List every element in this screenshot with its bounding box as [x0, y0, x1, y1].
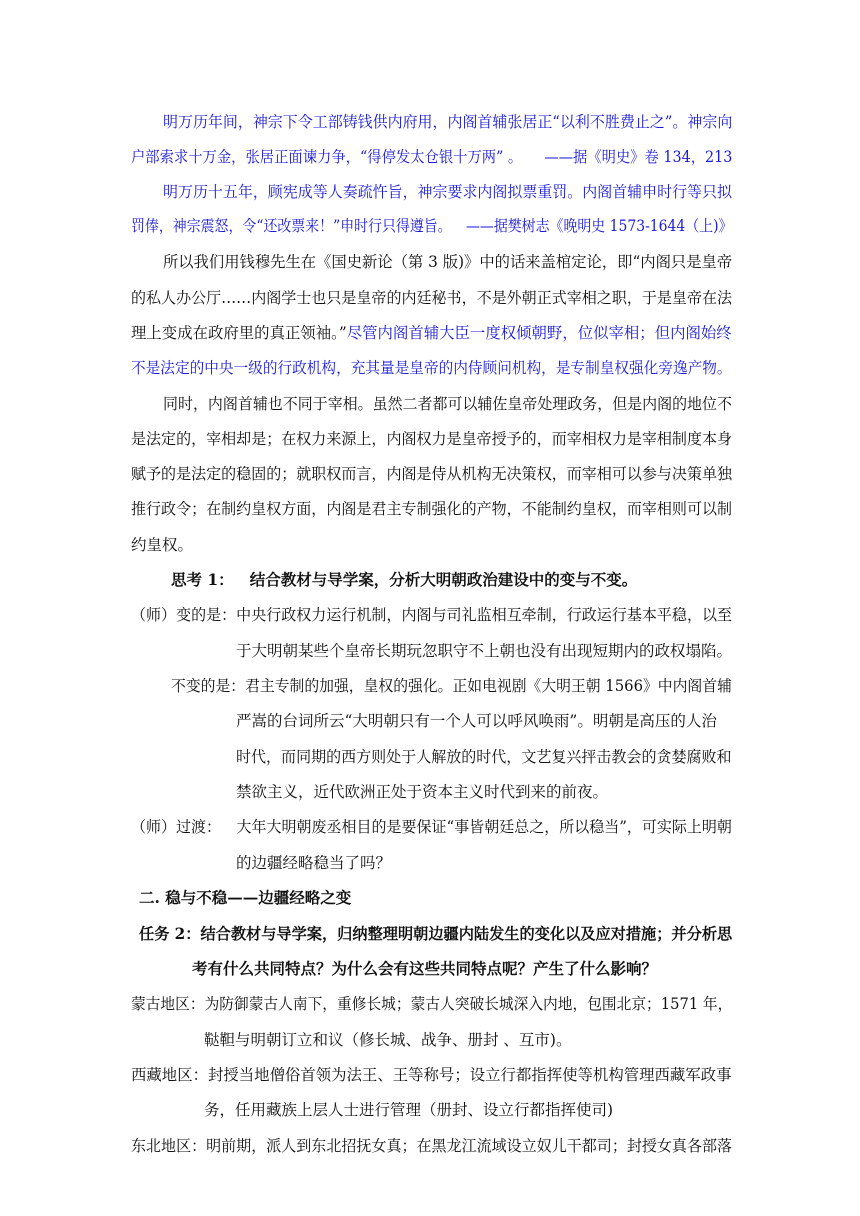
transition-text1: 大年大明朝废丞相目的是要保证“事皆朝廷总之，所以稳当”，可实际上明朝 [236, 818, 732, 836]
task2-line2: 考有什么共同特点？为什么会有这些共同特点呢？产生了什么影响？ [192, 959, 658, 978]
think1-label: 思考 1： [171, 570, 234, 589]
quote1-line2-text: 户部索求十万金，张居正面谏力争，“得停发太仓银十万两” 。 [131, 148, 523, 166]
para4-line4: 推行政令；在制约皇权方面，内阁是君主专制强化的产物，不能制约皇权，而宰相则可以制 [131, 500, 733, 518]
think1-text: 结合教材与导学案，分析大明朝政治建设中的变与不变。 [249, 570, 638, 589]
unchanged-line1: 不变的是：君主专制的加强，皇权的强化。正如电视剧《大明王朝 1566》中内阁首辅 [171, 677, 732, 695]
transition-label: （师）过渡： [131, 818, 222, 836]
section2-heading: 二. 稳与不稳——边疆经略之变 [139, 888, 352, 907]
para4-line3: 赋予的是法定的稳固的；就职权而言，内阁是侍从机构无决策权，而宰相可以参与决策单独 [131, 465, 733, 483]
teacher1-line1: （师）变的是：中央行政权力运行机制，内阁与司礼监相互牵制，行政运行基本平稳，以至 [131, 606, 733, 624]
quote1-source: ——据《明史》卷 134，213 [544, 148, 733, 166]
para3-line1: 所以我们用钱穆先生在《国史新论（第 3 版)》中的话来盖棺定论，即“内阁只是皇帝 [163, 253, 733, 271]
think1-line [171, 570, 637, 590]
transition-line1 [131, 817, 732, 837]
transition-line2: 的边疆经略稳当了吗？ [236, 854, 392, 872]
tibet-line2: 务，任用藏族上层人士进行管理（册封、设立行都指挥使司) [204, 1101, 614, 1119]
para3-line2: 的私人办公厅……内阁学士也只是皇帝的内廷秘书，不是外朝正式宰相之职，于是皇帝在法 [131, 289, 733, 307]
quote1-line2 [131, 147, 732, 167]
para4-line1: 同时，内阁首辅也不同于宰相。虽然二者都可以辅佐皇帝处理政务，但是内阁的地位不 [163, 395, 732, 413]
quote2-line2-text: 罚俸，神宗震怒，令“还改票来！”申时行只得遵旨。 [131, 217, 452, 235]
para4-line5: 约皇权。 [131, 536, 194, 554]
para3-line4: 不是法定的中央一级的行政机构，充其量是皇帝的内侍顾问机构，是专制皇权强化旁逸产物。 [131, 359, 732, 377]
para4-line2: 是法定的，宰相却是；在权力来源上，内阁权力是皇帝授予的，而宰相权力是宰相制度本身 [131, 430, 733, 448]
quote2-line2 [131, 216, 732, 236]
mongol-line1: 蒙古地区：为防御蒙古人南下，重修长城；蒙古人突破长城深入内地，包围北京；1571 年， [131, 995, 733, 1013]
quote2-source: ——据樊树志《晚明史 1573-1644（上)》 [465, 217, 733, 235]
unchanged-line3: 时代，而同期的西方则处于人解放的时代，文艺复兴抨击教会的贪婪腐败和 [236, 748, 732, 766]
tibet-line1: 西藏地区：封授当地僧俗首领为法王、王等称号；设立行都指挥使等机构管理西藏军政事 [131, 1066, 732, 1084]
teacher1-line2: 于大明朝某些个皇帝长期玩忽职守不上朝也没有出现短期内的政权塌陷。 [236, 642, 733, 660]
para3-line3 [131, 323, 732, 343]
para3-line3-blue: 尽管内阁首辅大臣一度权倾朝野，位似宰相；但内阁始终 [346, 324, 732, 342]
mongol-line2: 鞑靼与明朝订立和议（修长城、战争、册封 、互市)。 [204, 1031, 572, 1049]
quote1-line1: 明万历年间，神宗下令工部铸钱供内府用，内阁首辅张居正“以利不胜费止之”。神宗向 [163, 113, 733, 131]
unchanged-line4: 禁欲主义，近代欧洲正处于资本主义时代到来的前夜。 [236, 783, 609, 801]
quote2-line1: 明万历十五年，顾宪成等人奏疏忤旨，神宗要求内阁拟票重罚。内阁首辅申时行等只拟 [163, 183, 732, 201]
northeast-line1: 东北地区：明前期，派人到东北招抚女真；在黑龙江流域设立奴儿干都司；封授女真各部落 [131, 1137, 733, 1155]
unchanged-line2: 严嵩的台词所云“大明朝只有一个人可以呼风唤雨”。明朝是高压的人治 [236, 712, 717, 730]
task2-line1: 任务 2：结合教材与导学案，归纳整理明朝边疆内陆发生的变化以及应对措施；并分析思 [139, 924, 733, 943]
para3-line3-black: 理上变成在政府里的真正领袖。” [131, 324, 347, 342]
